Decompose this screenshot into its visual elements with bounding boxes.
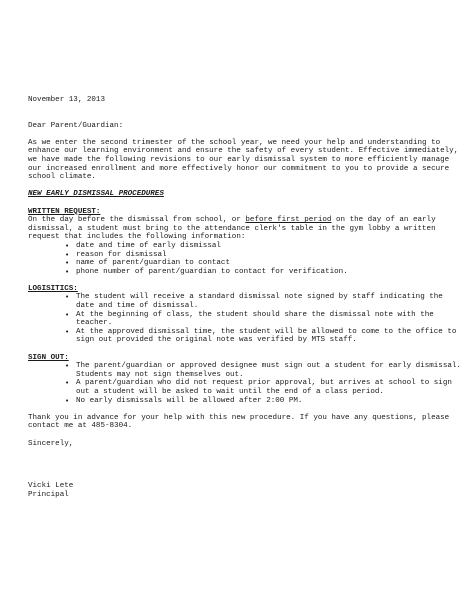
signer-title: Principal <box>28 490 69 499</box>
list-item-text: date and time of early dismissal <box>76 241 221 250</box>
intro-paragraph: As we enter the second trimester of the school year, we need your help and understanding to enhance our learning environment and ensure the safety of every student. Effective immediately, we have made the following revisions to our early dismissal system to more efficiently manage our increased enrollment and more effectively honor our commitment to you to provide a secure school climate. <box>28 138 459 182</box>
bullet-icon: • <box>65 241 70 250</box>
closing-paragraph: Thank you in advance for your help with this new procedure. If you have any questions, please contact me at 485-8304. <box>28 413 450 431</box>
logistics-list <box>28 293 464 345</box>
list-item-text: At the approved dismissal time, the student will be allowed to come to the office to sign out provided the original note was verified by MTS staff. <box>76 327 457 345</box>
written-request-text-underlined: before first period <box>245 216 332 225</box>
written-request-list <box>28 242 464 276</box>
list-item-text: phone number of parent/guardian to contact for verification. <box>76 267 348 276</box>
bullet-icon: • <box>65 250 70 259</box>
list-item <box>65 293 464 310</box>
signer-name: Vicki Lete <box>28 482 74 491</box>
bullet-icon: • <box>65 396 70 405</box>
salutation: Dear Parent/Guardian: <box>28 121 124 130</box>
bullet-icon: • <box>65 327 70 336</box>
bullet-icon: • <box>65 379 70 388</box>
written-request-heading: WRITTEN REQUEST: <box>28 207 101 216</box>
list-item <box>65 328 464 345</box>
letter-page <box>28 96 464 499</box>
list-item <box>65 397 464 406</box>
written-request-text-before: On the day before the dismissal from school, or <box>28 216 246 225</box>
list-item <box>65 362 464 379</box>
letter-date: November 13, 2013 <box>28 96 105 104</box>
sign-off: Sincerely, <box>28 439 74 448</box>
sign-out-list <box>28 362 464 405</box>
section-title: NEW EARLY DISMISSAL PROCEDURES <box>28 190 164 199</box>
sign-out-heading: SIGN OUT: <box>28 353 69 362</box>
list-item <box>65 242 464 251</box>
list-item-text: At the beginning of class, the student should share the dismissal note with the teacher. <box>76 310 434 328</box>
list-item-text: name of parent/guardian to contact <box>76 259 230 268</box>
list-item <box>65 379 464 396</box>
bullet-icon: • <box>65 362 70 371</box>
list-item-text: The parent/guardian or approved designee must sign out a student for early dismissal. Students may not sign themselves out. <box>76 362 461 379</box>
bullet-icon: • <box>65 310 70 319</box>
list-item-text: The student will receive a standard dismissal note signed by staff indicating the date and time of dismissal. <box>76 293 443 311</box>
list-item-text: No early dismissals will be allowed after 2:00 PM. <box>76 396 303 405</box>
list-item-text: A parent/guardian who did not request prior approval, but arrives at school to sign out a student will be asked to wait until the end of a class period. <box>76 379 452 396</box>
written-request-text <box>28 216 464 242</box>
bullet-icon: • <box>65 259 70 268</box>
bullet-icon: • <box>65 293 70 302</box>
list-item <box>65 311 464 328</box>
list-item-text: reason for dismissal <box>76 250 167 259</box>
list-item <box>65 251 464 260</box>
bullet-icon: • <box>65 267 70 276</box>
logistics-heading: LOGISITICS: <box>28 284 78 293</box>
list-item <box>65 259 464 268</box>
list-item <box>65 268 464 277</box>
written-request-text-after: on the day of an early dismissal, a student must bring to the attendance clerk's table in the gym lobby a written request that includes the following information: <box>28 216 436 242</box>
